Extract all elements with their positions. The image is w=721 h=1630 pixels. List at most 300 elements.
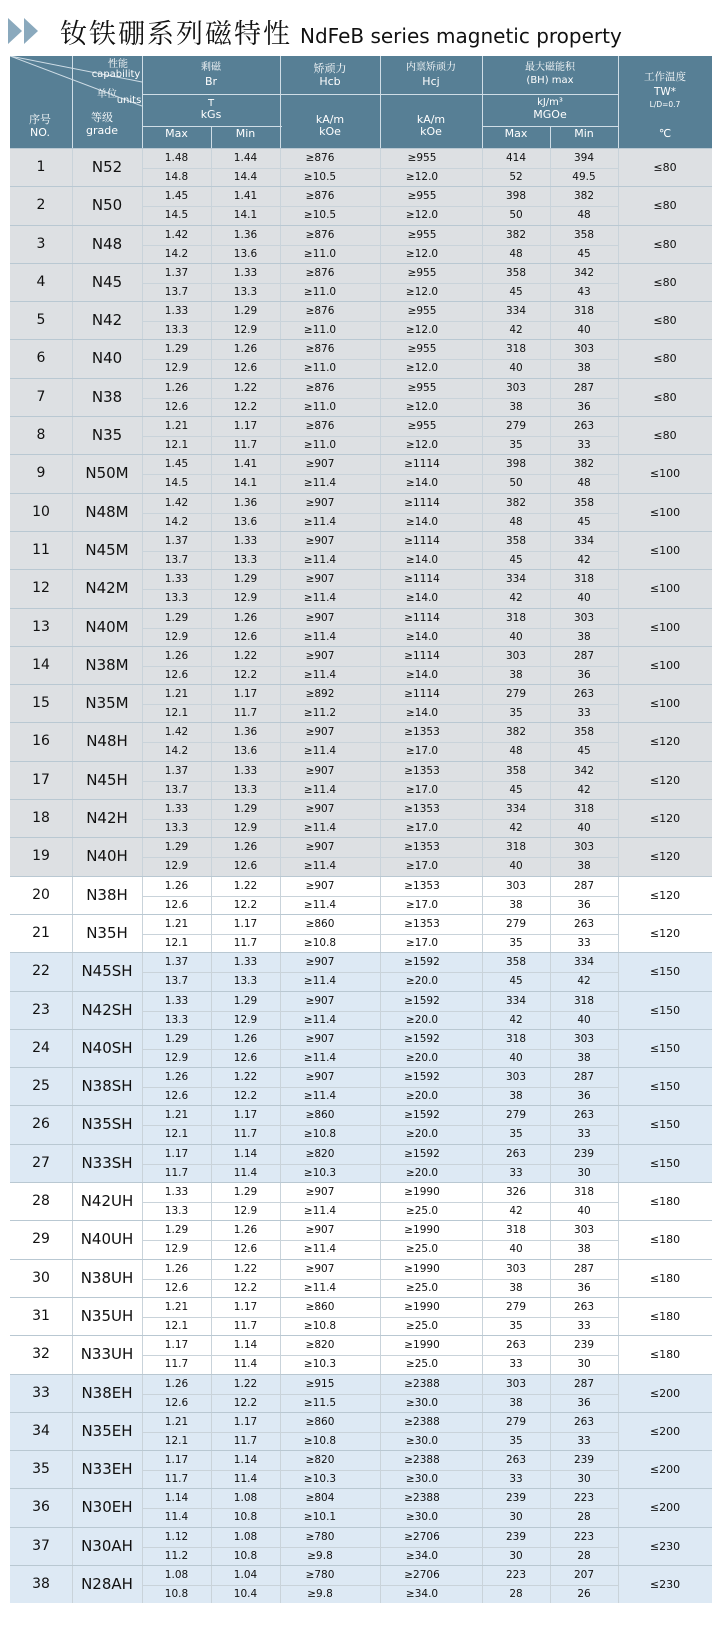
- bh-max-mgoe: 42: [509, 324, 523, 337]
- bh-min-kjm3: 358: [573, 228, 595, 241]
- bh-min-mgoe: 42: [577, 975, 591, 988]
- bh-max-kjm3: 334: [505, 994, 527, 1007]
- bh-min-kjm3: 334: [573, 534, 595, 547]
- property-table: [10, 56, 712, 1603]
- grade-cell: N50M: [85, 464, 129, 483]
- br-max-t: 1.37: [164, 956, 189, 969]
- bh-max-kjm3: 263: [505, 1147, 527, 1160]
- br-min-kgs: 11.4: [233, 1166, 258, 1179]
- bh-min-mgoe: 28: [577, 1511, 591, 1524]
- row-number: 21: [32, 924, 50, 941]
- bh-max-kjm3: 358: [505, 266, 527, 279]
- hcj-kam: ≥955: [407, 152, 437, 164]
- br-min-kgs: 11.7: [233, 1434, 258, 1447]
- bh-min-mgoe: 33: [577, 1434, 591, 1447]
- br-max-kgs: 11.7: [164, 1358, 189, 1371]
- bh-max-mgoe: 48: [509, 247, 523, 260]
- no-label-en: NO.: [30, 126, 50, 139]
- no-label-cn: 序号: [29, 113, 51, 126]
- bh-unit-mgoe: MGOe: [533, 108, 567, 121]
- br-max-t: 1.33: [164, 1186, 189, 1199]
- bh-min-kjm3: 334: [573, 956, 595, 969]
- grade-cell: N42UH: [80, 1192, 134, 1211]
- br-max-t: 1.17: [164, 1339, 189, 1352]
- working-temp: ≤100: [649, 620, 681, 634]
- bh-min-mgoe: 45: [577, 745, 591, 758]
- working-temp: ≤120: [649, 888, 681, 902]
- br-max-t: 1.37: [164, 534, 189, 547]
- working-temp: ≤80: [653, 199, 677, 213]
- hcb-kam: ≥876: [305, 190, 335, 203]
- bh-max-kjm3: 303: [505, 649, 527, 662]
- hcj-koe: ≥12.0: [405, 209, 439, 222]
- hcb-kam: ≥860: [305, 917, 335, 930]
- hcb-koe: ≥11.4: [303, 515, 337, 528]
- bh-max-kjm3: 334: [505, 305, 527, 318]
- hcb-koe: ≥10.8: [303, 936, 337, 949]
- br-max-kgs: 13.7: [164, 783, 189, 796]
- bh-max-kjm3: 239: [505, 1492, 527, 1505]
- br-min-t: 1.22: [233, 381, 258, 394]
- hcb-koe: ≥11.4: [303, 668, 337, 681]
- hcj-kam: ≥2706: [404, 1568, 440, 1581]
- hcj-kam: ≥2388: [404, 1415, 440, 1428]
- grade-cell: N45SH: [81, 962, 133, 981]
- br-max-kgs: 12.1: [164, 707, 189, 720]
- table-row: [10, 531, 712, 569]
- working-temp: ≤80: [653, 352, 677, 366]
- bh-max-kjm3: 414: [505, 152, 527, 164]
- bh-max-kjm3: 303: [505, 381, 527, 394]
- hcj-kam: ≥1990: [404, 1300, 440, 1313]
- hcb-kam: ≥804: [305, 1492, 335, 1505]
- br-max-t: 1.33: [164, 803, 189, 816]
- hcj-kam: ≥1592: [404, 956, 440, 969]
- br-min-t: 1.33: [233, 534, 258, 547]
- hcb-koe: ≥11.4: [303, 1013, 337, 1026]
- hcj-koe: ≥17.0: [405, 898, 439, 911]
- br-min-t: 1.14: [233, 1147, 258, 1160]
- br-max-kgs: 12.6: [164, 400, 189, 413]
- bh-min-mgoe: 36: [577, 1090, 591, 1103]
- hcb-kam: ≥820: [305, 1147, 335, 1160]
- bh-max-kjm3: 318: [505, 1032, 527, 1045]
- row-number: 23: [32, 1001, 50, 1018]
- hcb-kam: ≥892: [305, 688, 335, 701]
- br-min-kgs: 13.3: [233, 285, 258, 298]
- grade-cell: N40M: [85, 617, 129, 636]
- working-temp: ≤180: [649, 1271, 681, 1285]
- table-row: [10, 339, 712, 377]
- working-temp: ≤80: [653, 237, 677, 251]
- bh-min-mgoe: 48: [577, 477, 591, 490]
- br-max-kgs: 11.4: [164, 1511, 189, 1524]
- bh-max-mgoe: 35: [509, 1434, 523, 1447]
- hcb-koe: ≥11.4: [303, 975, 337, 988]
- bh-min-kjm3: 287: [573, 1071, 595, 1084]
- br-unit-kgs: kGs: [200, 108, 222, 121]
- hcb-kam: ≥907: [305, 1071, 335, 1084]
- grade-cell: N35UH: [80, 1306, 134, 1325]
- hcb-kam: ≥876: [305, 381, 335, 394]
- br-min-kgs: 10.8: [233, 1511, 258, 1524]
- row-number: 29: [32, 1231, 50, 1248]
- row-number: 31: [32, 1307, 50, 1324]
- hcb-koe: ≥10.1: [303, 1511, 337, 1524]
- working-temp: ≤100: [649, 697, 681, 711]
- working-temp: ≤180: [649, 1309, 681, 1323]
- table-row: [10, 493, 712, 531]
- br-min-kgs: 13.3: [233, 553, 258, 566]
- hcj-koe: ≥20.0: [405, 1166, 439, 1179]
- working-temp: ≤100: [649, 658, 681, 672]
- hcb-koe: ≥11.0: [303, 324, 337, 337]
- bh-min-kjm3: 239: [573, 1454, 595, 1467]
- grade-cell: N48M: [85, 502, 129, 521]
- bh-min-mgoe: 40: [577, 324, 591, 337]
- hcj-koe: ≥14.0: [405, 668, 439, 681]
- row-number: 8: [36, 427, 46, 444]
- bh-min-kjm3: 263: [573, 688, 595, 701]
- hcj-koe: ≥17.0: [405, 822, 439, 835]
- hcj-koe: ≥25.0: [405, 1205, 439, 1218]
- hcj-koe: ≥12.0: [405, 285, 439, 298]
- grade-cell: N35M: [85, 694, 129, 713]
- bh-max-mgoe: 38: [509, 1090, 523, 1103]
- hcb-koe: ≥11.0: [303, 362, 337, 375]
- br-min-t: 1.17: [233, 1300, 258, 1313]
- hcb-kam: ≥876: [305, 343, 335, 356]
- hcb-koe: ≥11.4: [303, 1205, 337, 1218]
- br-min-kgs: 11.7: [233, 1319, 258, 1332]
- bh-max-mgoe: 40: [509, 1243, 523, 1256]
- bh-min-kjm3: 239: [573, 1147, 595, 1160]
- row-number: 10: [32, 503, 50, 520]
- row-number: 22: [32, 963, 50, 980]
- hcj-kam: ≥1353: [404, 764, 440, 777]
- br-max-t: 1.37: [164, 764, 189, 777]
- title-english: NdFeB series magnetic property: [300, 24, 622, 48]
- bh-max-mgoe: 40: [509, 362, 523, 375]
- hcj-kam: ≥1114: [404, 688, 440, 701]
- hcj-koe: ≥30.0: [405, 1511, 439, 1524]
- row-number: 6: [36, 350, 46, 367]
- br-min-label: Min: [235, 127, 256, 140]
- bh-max-kjm3: 358: [505, 764, 527, 777]
- hcb-kam: ≥907: [305, 534, 335, 547]
- br-max-kgs: 13.3: [164, 592, 189, 605]
- row-number: 20: [32, 886, 50, 903]
- table-row: [10, 1105, 712, 1143]
- row-number: 17: [32, 771, 50, 788]
- bh-max-mgoe: 35: [509, 707, 523, 720]
- br-max-kgs: 14.2: [164, 247, 189, 260]
- capability-label-en: capability: [91, 69, 141, 80]
- bh-max-mgoe: 35: [509, 439, 523, 452]
- br-max-kgs: 13.7: [164, 553, 189, 566]
- bh-max-kjm3: 398: [505, 458, 527, 471]
- table-row: [10, 1297, 712, 1335]
- bh-max-mgoe: 45: [509, 975, 523, 988]
- bh-max-kjm3: 303: [505, 879, 527, 892]
- br-max-t: 1.26: [164, 879, 189, 892]
- br-max-kgs: 13.7: [164, 975, 189, 988]
- br-max-t: 1.21: [164, 1300, 189, 1313]
- bh-max-mgoe: 42: [509, 1205, 523, 1218]
- bh-min-mgoe: 43: [577, 285, 591, 298]
- hcj-kam: ≥1114: [404, 458, 440, 471]
- hcb-koe: ≥11.2: [303, 707, 337, 720]
- bh-min-mgoe: 30: [577, 1166, 591, 1179]
- bh-min-mgoe: 40: [577, 1205, 591, 1218]
- hcj-koe: ≥14.0: [405, 477, 439, 490]
- hcb-kam: ≥915: [305, 1377, 335, 1390]
- hcj-koe: ≥12.0: [405, 439, 439, 452]
- bh-max-kjm3: 326: [505, 1186, 527, 1199]
- hcb-koe: ≥11.4: [303, 822, 337, 835]
- hcb-kam: ≥876: [305, 228, 335, 241]
- working-temp: ≤230: [649, 1539, 681, 1553]
- hcb-kam: ≥860: [305, 1300, 335, 1313]
- arrow-icon: [8, 18, 22, 44]
- table-header: [10, 56, 712, 148]
- working-temp: ≤80: [653, 390, 677, 404]
- hcj-label-en: Hcj: [422, 75, 440, 88]
- hcj-kam: ≥1592: [404, 1147, 440, 1160]
- grade-label-en: grade: [86, 124, 118, 137]
- br-min-kgs: 12.2: [233, 668, 258, 681]
- br-max-kgs: 12.1: [164, 439, 189, 452]
- br-max-t: 1.21: [164, 1109, 189, 1122]
- br-min-t: 1.22: [233, 1071, 258, 1084]
- row-number: 32: [32, 1346, 50, 1363]
- hcj-koe: ≥30.0: [405, 1473, 439, 1486]
- bh-min-mgoe: 40: [577, 822, 591, 835]
- grade-cell: N40UH: [80, 1230, 134, 1249]
- br-min-t: 1.22: [233, 649, 258, 662]
- bh-max-mgoe: 45: [509, 783, 523, 796]
- grade-cell: N35: [91, 426, 123, 445]
- bh-max-kjm3: 279: [505, 420, 527, 433]
- working-temp: ≤180: [649, 1348, 681, 1362]
- grade-cell: N38UH: [80, 1268, 134, 1287]
- bh-min-kjm3: 207: [573, 1568, 595, 1581]
- hcj-kam: ≥955: [407, 190, 437, 203]
- hcj-kam: ≥1990: [404, 1224, 440, 1237]
- br-max-kgs: 12.9: [164, 1051, 189, 1064]
- grade-cell: N38: [91, 387, 123, 406]
- hcb-koe: ≥11.4: [303, 783, 337, 796]
- br-label-en: Br: [204, 75, 218, 88]
- hcb-koe: ≥11.0: [303, 247, 337, 260]
- table-row: [10, 301, 712, 339]
- bh-max-kjm3: 263: [505, 1454, 527, 1467]
- br-max-kgs: 13.7: [164, 285, 189, 298]
- grade-cell: N45: [91, 272, 123, 291]
- br-max-kgs: 12.1: [164, 1319, 189, 1332]
- hcj-kam: ≥1114: [404, 649, 440, 662]
- br-max-kgs: 12.6: [164, 1090, 189, 1103]
- hcj-koe: ≥30.0: [405, 1434, 439, 1447]
- bh-min-kjm3: 303: [573, 343, 595, 356]
- hcb-koe: ≥11.0: [303, 400, 337, 413]
- row-number: 5: [36, 312, 46, 329]
- br-min-kgs: 10.8: [233, 1549, 258, 1562]
- working-temp: ≤120: [649, 773, 681, 787]
- bh-min-mgoe: 33: [577, 936, 591, 949]
- hcj-kam: ≥955: [407, 343, 437, 356]
- hcj-koe: ≥14.0: [405, 515, 439, 528]
- row-number: 28: [32, 1193, 50, 1210]
- hcj-kam: ≥2388: [404, 1454, 440, 1467]
- bh-max-kjm3: 279: [505, 688, 527, 701]
- br-max-kgs: 13.3: [164, 822, 189, 835]
- br-max-t: 1.26: [164, 381, 189, 394]
- bh-min-mgoe: 48: [577, 209, 591, 222]
- hcj-kam: ≥1353: [404, 917, 440, 930]
- hcj-koe: ≥25.0: [405, 1358, 439, 1371]
- bh-max-mgoe: 33: [509, 1358, 523, 1371]
- hcj-koe: ≥12.0: [405, 247, 439, 260]
- bh-min-mgoe: 33: [577, 439, 591, 452]
- working-temp: ≤200: [649, 1386, 681, 1400]
- bh-max-kjm3: 382: [505, 496, 527, 509]
- hcb-kam: ≥876: [305, 266, 335, 279]
- hcj-koe: ≥25.0: [405, 1319, 439, 1332]
- hcb-kam: ≥876: [305, 305, 335, 318]
- bh-max-kjm3: 334: [505, 803, 527, 816]
- br-min-kgs: 12.6: [233, 630, 258, 643]
- table-row: [10, 952, 712, 990]
- br-unit-t: T: [207, 98, 215, 109]
- bh-min-label: Min: [574, 127, 594, 140]
- hcj-koe: ≥12.0: [405, 324, 439, 337]
- working-temp: ≤200: [649, 1463, 681, 1477]
- table-row: [10, 722, 712, 760]
- br-max-kgs: 12.1: [164, 1434, 189, 1447]
- bh-min-kjm3: 287: [573, 1262, 595, 1275]
- bh-min-kjm3: 382: [573, 190, 595, 203]
- bh-min-kjm3: 303: [573, 1032, 595, 1045]
- bh-max-kjm3: 239: [505, 1530, 527, 1543]
- grade-cell: N35SH: [81, 1115, 133, 1134]
- grade-cell: N33SH: [81, 1153, 133, 1172]
- grade-cell: N35EH: [81, 1421, 133, 1440]
- br-max-kgs: 12.9: [164, 630, 189, 643]
- bh-max-kjm3: 279: [505, 1300, 527, 1313]
- working-temp: ≤150: [649, 1118, 681, 1132]
- table-row: [10, 1144, 712, 1182]
- hcj-kam: ≥1353: [404, 803, 440, 816]
- bh-max-mgoe: 42: [509, 592, 523, 605]
- hcj-kam: ≥1592: [404, 1071, 440, 1084]
- br-max-kgs: 11.7: [164, 1473, 189, 1486]
- br-min-t: 1.08: [233, 1530, 258, 1543]
- row-number: 19: [32, 848, 50, 865]
- working-temp: ≤150: [649, 965, 681, 979]
- bh-max-kjm3: 334: [505, 573, 527, 586]
- bh-max-mgoe: 52: [509, 171, 523, 183]
- bh-min-kjm3: 263: [573, 1109, 595, 1122]
- hcb-unit-kam: kA/m: [315, 113, 345, 126]
- br-min-kgs: 12.9: [233, 822, 258, 835]
- bh-min-mgoe: 33: [577, 1319, 591, 1332]
- working-temp: ≤100: [649, 505, 681, 519]
- grade-cell: N33EH: [81, 1460, 133, 1479]
- arrow-icon: [24, 18, 38, 44]
- bh-min-kjm3: 358: [573, 726, 595, 739]
- bh-min-kjm3: 382: [573, 458, 595, 471]
- grade-cell: N38H: [86, 885, 128, 904]
- table-row: [10, 608, 712, 646]
- row-number: 38: [32, 1575, 50, 1592]
- hcb-koe: ≥11.4: [303, 592, 337, 605]
- hcb-koe: ≥9.8: [307, 1549, 333, 1562]
- br-max-t: 1.37: [164, 266, 189, 279]
- hcb-kam: ≥907: [305, 764, 335, 777]
- hcb-kam: ≥907: [305, 496, 335, 509]
- row-number: 9: [36, 465, 46, 482]
- bh-max-mgoe: 40: [509, 630, 523, 643]
- hcb-koe: ≥10.5: [303, 209, 337, 222]
- bh-min-kjm3: 342: [573, 764, 595, 777]
- bh-max-kjm3: 358: [505, 956, 527, 969]
- bh-min-kjm3: 318: [573, 803, 595, 816]
- working-temp: ≤80: [653, 275, 677, 289]
- table-row: [10, 646, 712, 684]
- br-min-kgs: 13.3: [233, 783, 258, 796]
- hcb-kam: ≥907: [305, 649, 335, 662]
- br-min-kgs: 11.7: [233, 707, 258, 720]
- row-number: 4: [36, 273, 46, 290]
- grade-cell: N50: [91, 196, 123, 215]
- br-min-kgs: 14.1: [233, 477, 258, 490]
- hcb-kam: ≥780: [305, 1568, 335, 1581]
- hcj-kam: ≥1592: [404, 1032, 440, 1045]
- row-number: 30: [32, 1269, 50, 1286]
- bh-max-mgoe: 38: [509, 898, 523, 911]
- hcj-koe: ≥17.0: [405, 936, 439, 949]
- br-min-t: 1.17: [233, 688, 258, 701]
- grade-cell: N40: [91, 349, 123, 368]
- hcj-kam: ≥1114: [404, 496, 440, 509]
- row-number: 16: [32, 733, 50, 750]
- row-number: 27: [32, 1154, 50, 1171]
- bh-max-mgoe: 40: [509, 860, 523, 873]
- br-max-t: 1.17: [164, 1454, 189, 1467]
- br-max-t: 1.21: [164, 688, 189, 701]
- bh-min-mgoe: 38: [577, 362, 591, 375]
- br-min-t: 1.26: [233, 1224, 258, 1237]
- working-temp: ≤230: [649, 1577, 681, 1591]
- bh-label-en: (BH) max: [526, 75, 574, 86]
- bh-max-mgoe: 28: [509, 1587, 523, 1600]
- br-max-kgs: 11.2: [164, 1549, 189, 1562]
- row-number: 11: [32, 541, 50, 558]
- table-row: [10, 876, 712, 914]
- hcb-koe: ≥11.4: [303, 477, 337, 490]
- br-max-kgs: 14.8: [164, 171, 189, 183]
- br-max-t: 1.29: [164, 1224, 189, 1237]
- row-number: 18: [32, 810, 50, 827]
- br-min-t: 1.29: [233, 803, 258, 816]
- hcj-kam: ≥1990: [404, 1262, 440, 1275]
- bh-max-mgoe: 48: [509, 515, 523, 528]
- br-min-kgs: 11.7: [233, 936, 258, 949]
- br-min-t: 1.26: [233, 1032, 258, 1045]
- hcb-label-en: Hcb: [319, 75, 341, 88]
- bh-min-mgoe: 49.5: [572, 171, 596, 183]
